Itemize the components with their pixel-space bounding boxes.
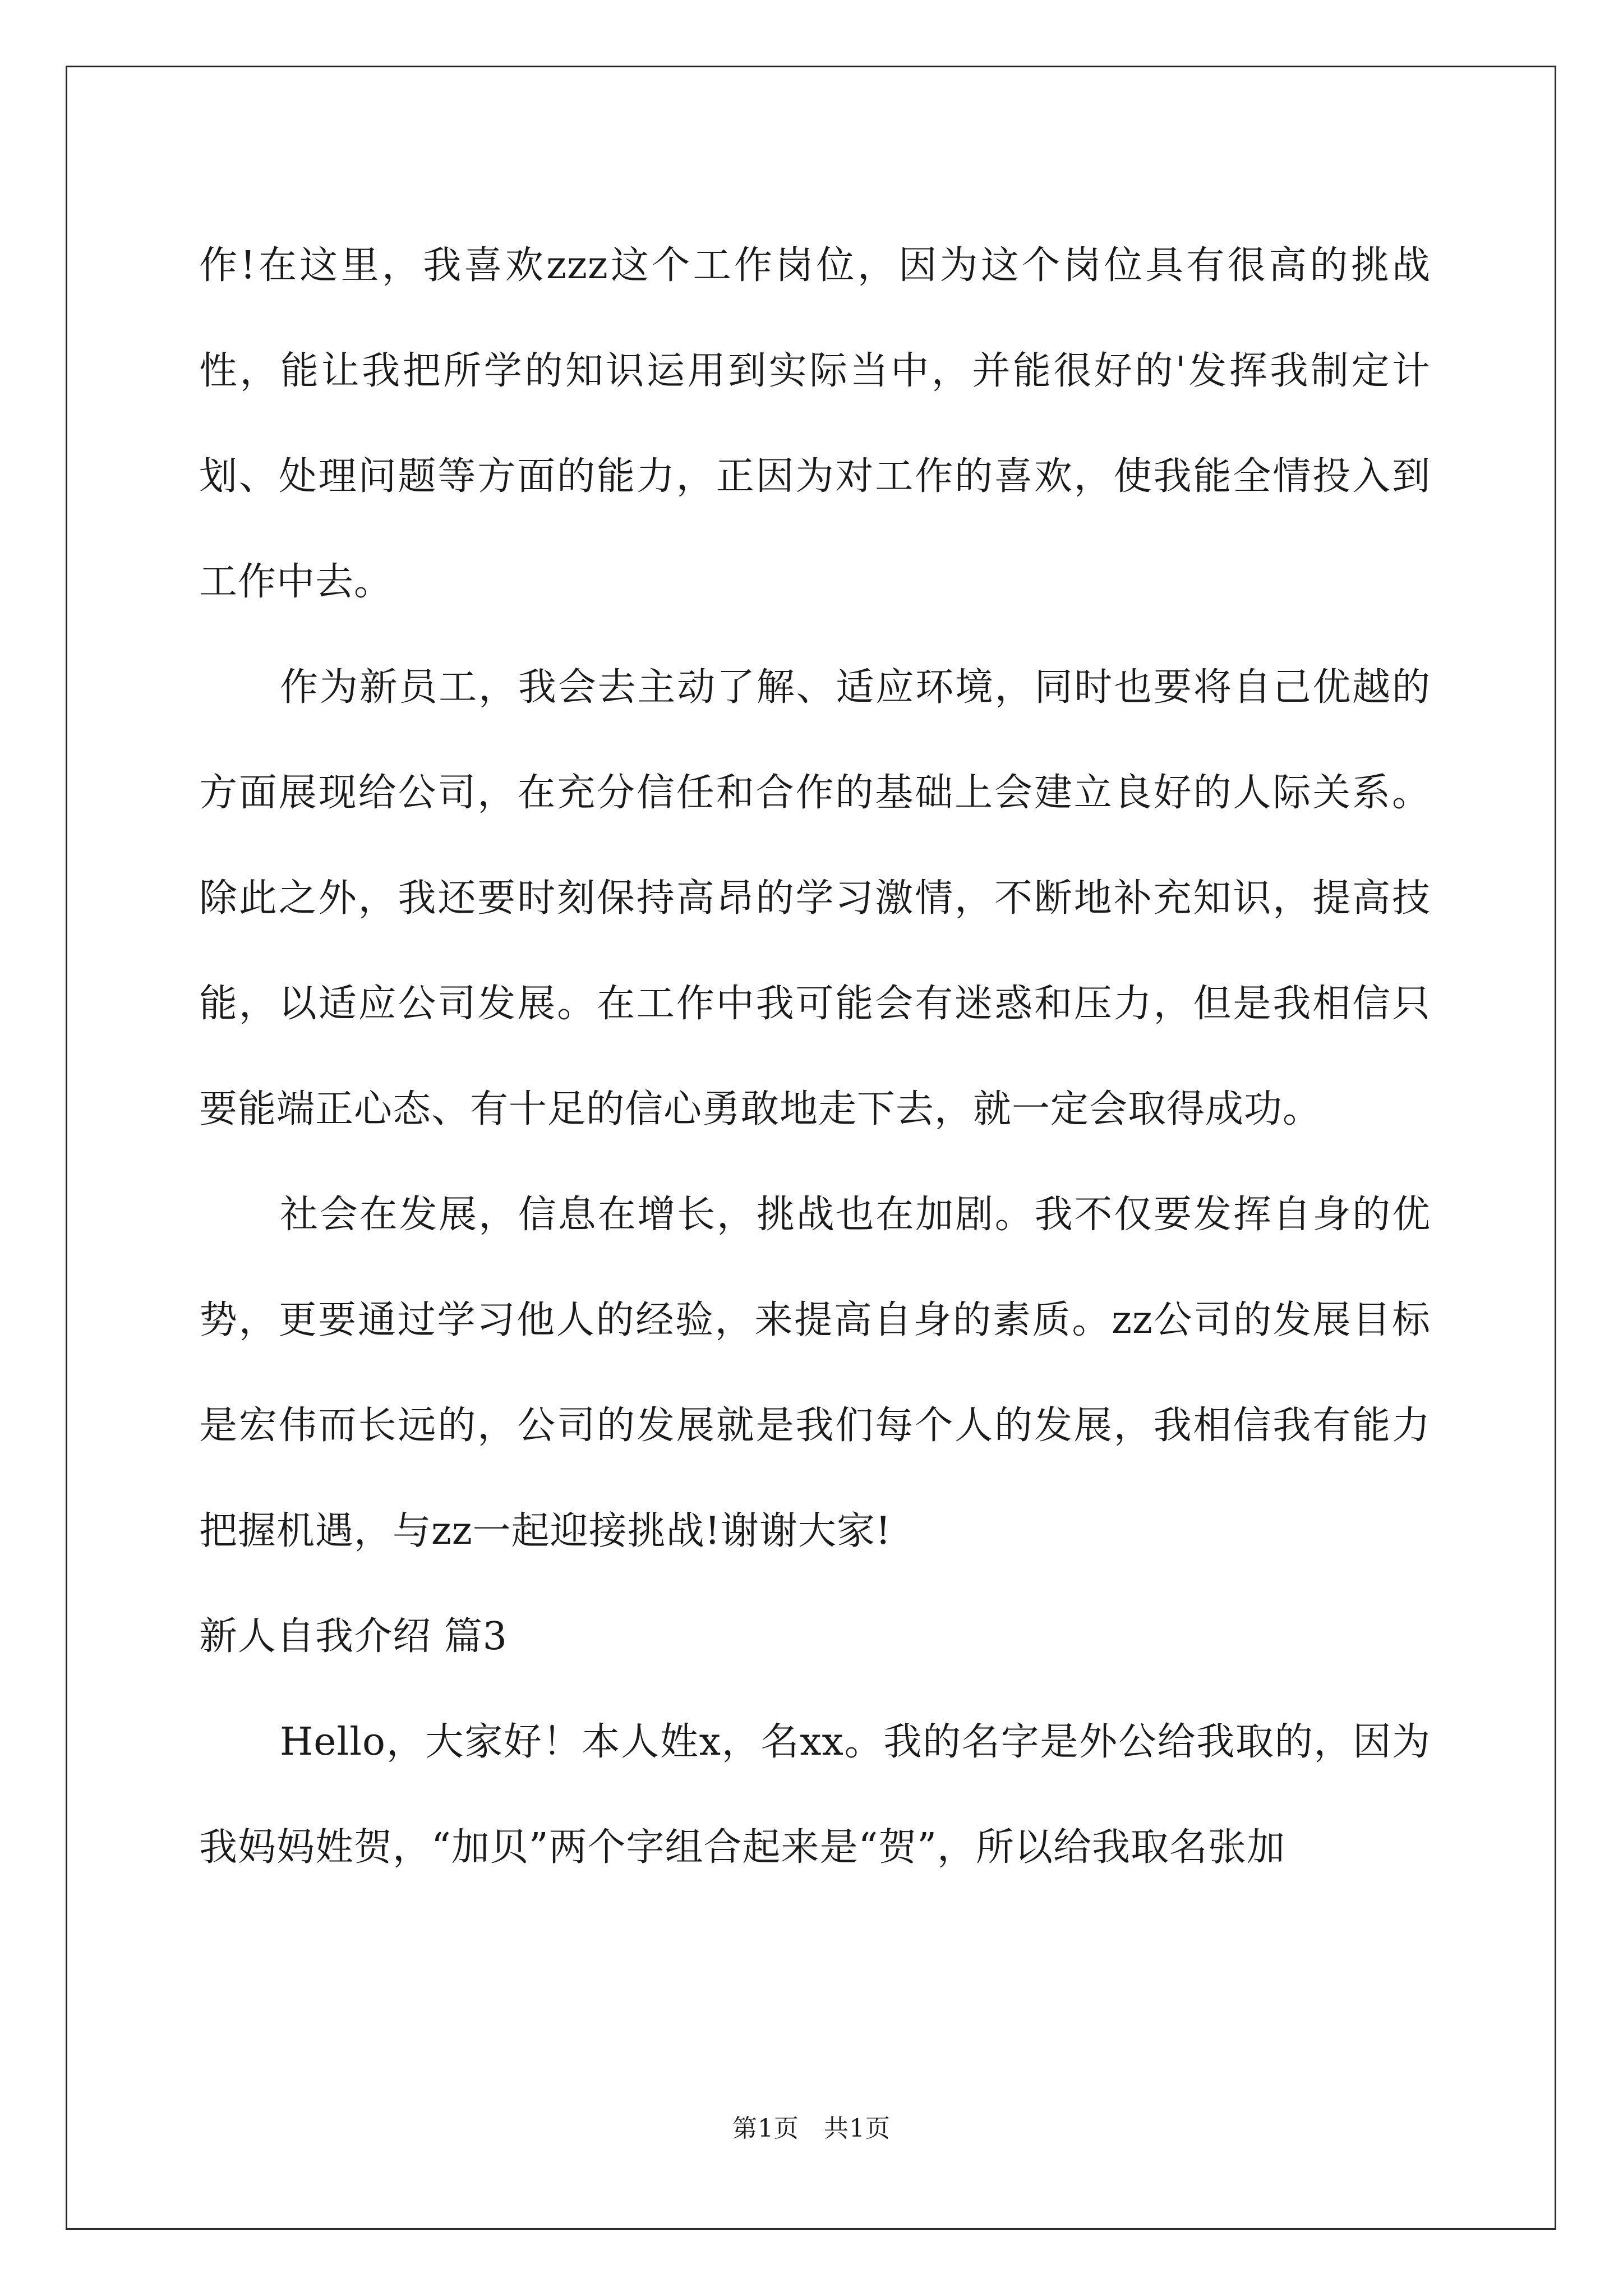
paragraph-2: 作为新员工，我会去主动了解、适应环境，同时也要将自己优越的方面展现给公司，在充分信任和合作的基础上会建立良好的人际关系。除此之外，我还要时刻保持高昂的学习激情，不断地补充知识，提高技能，以适应公司发展。在工作中我可能会有迷惑和压力，但是我相信只要能端正心态、有十足的信心勇敢地走下去，就一定会取得成功。 bbox=[199, 665, 1431, 1131]
page-number: 第1页 bbox=[732, 2114, 799, 2143]
page-total: 共1页 bbox=[824, 2114, 891, 2143]
page-footer bbox=[0, 2108, 1623, 2144]
paragraph-3: 社会在发展，信息在增长，挑战也在加剧。我不仅要发挥自身的优势，更要通过学习他人的经验，来提高自身的素质。zz公司的发展目标是宏伟而长远的，公司的发展就是我们每个人的发展，我相信我有能力把握机遇，与zz一起迎接挑战!谢谢大家! bbox=[199, 1193, 1431, 1553]
document-body bbox=[199, 213, 1431, 1901]
paragraph-4: Hello，大家好！本人姓x，名xx。我的名字是外公给我取的，因为我妈妈姓贺，“加贝”两个字组合起来是“贺”，所以给我取名张加 bbox=[199, 1720, 1431, 1870]
section-heading: 新人自我介绍 篇3 bbox=[199, 1614, 508, 1659]
paragraph-1: 作!在这里，我喜欢zzz这个工作岗位，因为这个岗位具有很高的挑战性，能让我把所学的知识运用到实际当中，并能很好的'发挥我制定计划、处理问题等方面的能力，正因为对工作的喜欢，使我能全情投入到工作中去。 bbox=[199, 243, 1431, 604]
